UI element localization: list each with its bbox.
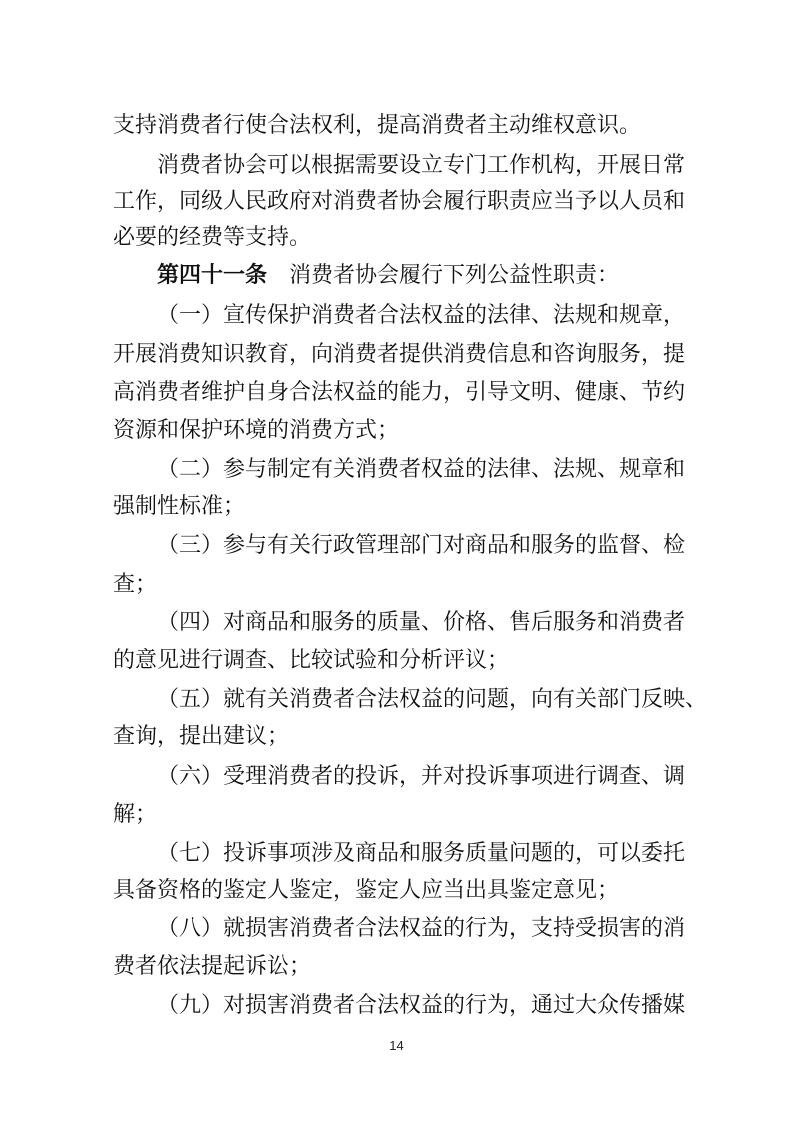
paragraph-line: 支持消费者行使合法权利，提高消费者主动维权意识。: [113, 113, 642, 138]
paragraph-line: （六）受理消费者的投诉，并对投诉事项进行调查、调: [157, 764, 686, 789]
paragraph-line: 具备资格的鉴定人鉴定，鉴定人应当出具鉴定意见；: [113, 878, 620, 903]
article-text: 消费者协会履行下列公益性职责：: [289, 263, 620, 288]
paragraph-line: 查询，提出建议；: [113, 724, 290, 749]
paragraph-line: （五）就有关消费者合法权益的问题，向有关部门反映、: [157, 687, 708, 712]
paragraph-line: （七）投诉事项涉及商品和服务质量问题的，可以委托: [157, 841, 686, 866]
paragraph-line: 资源和保护环境的消费方式；: [113, 418, 400, 443]
paragraph-line: （三）参与有关行政管理部门对商品和服务的监督、检: [157, 533, 686, 558]
paragraph-line: 的意见进行调查、比较试验和分析评议；: [113, 648, 510, 673]
paragraph-line: 解；: [113, 802, 158, 827]
article-heading: 第四十一条: [157, 263, 268, 288]
paragraph-line: 费者依法提起诉讼；: [113, 954, 312, 979]
paragraph-line: 必要的经费等支持。: [113, 225, 312, 250]
paragraph-line: 开展消费知识教育，向消费者提供消费信息和咨询服务，提: [113, 342, 686, 367]
paragraph-line: （九）对损害消费者合法权益的行为，通过大众传播媒: [157, 993, 686, 1018]
paragraph-line: 强制性标准；: [113, 494, 246, 519]
article-line: [157, 261, 680, 291]
paragraph-line: （八）就损害消费者合法权益的行为，支持受损害的消: [157, 916, 686, 941]
paragraph-line: 查；: [113, 572, 158, 597]
page-number: 14: [389, 1038, 404, 1053]
paragraph-line: 工作，同级人民政府对消费者协会履行职责应当予以人员和: [113, 189, 686, 214]
paragraph-line: （一）宣传保护消费者合法权益的法律、法规和规章，: [157, 303, 686, 328]
paragraph-line: 高消费者维护自身合法权益的能力，引导文明、健康、节约: [113, 380, 686, 405]
paragraph-line: （四）对商品和服务的质量、价格、售后服务和消费者: [157, 610, 686, 635]
paragraph-line: （二）参与制定有关消费者权益的法律、法规、规章和: [157, 457, 686, 482]
paragraph-line: 消费者协会可以根据需要设立专门工作机构，开展日常: [157, 153, 686, 178]
